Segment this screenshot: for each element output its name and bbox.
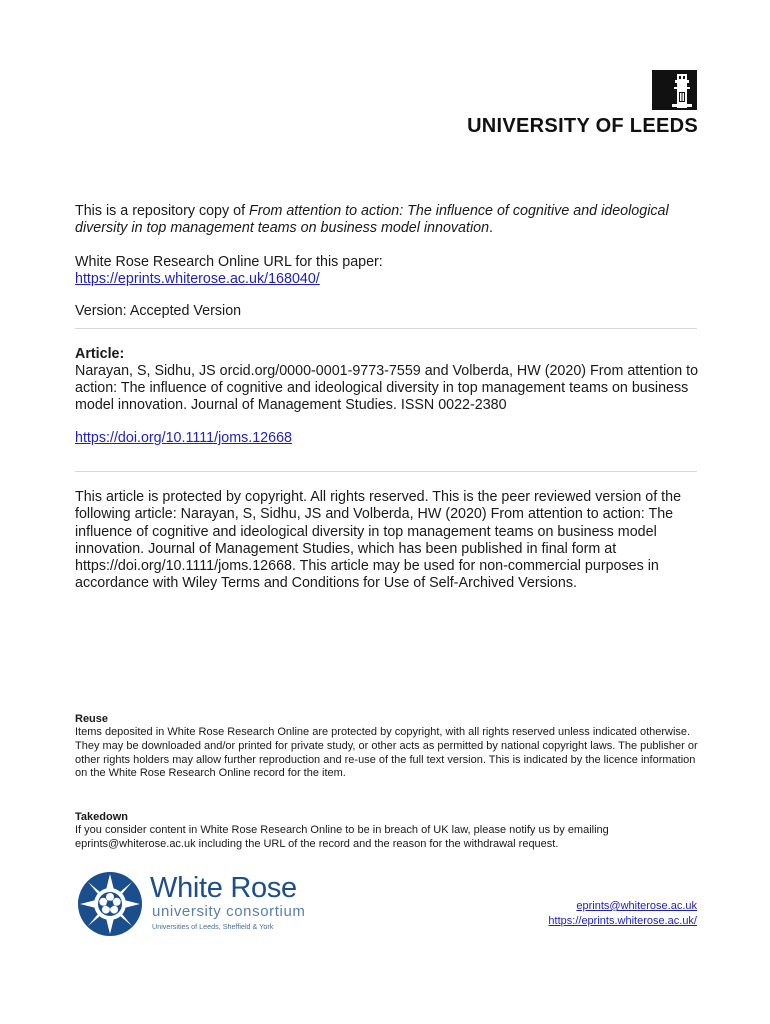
divider	[75, 471, 697, 472]
university-name: UNIVERSITY OF LEEDS	[467, 115, 698, 137]
white-rose-universities: Universities of Leeds, Sheffield & York	[152, 922, 274, 931]
reuse-text: Items deposited in White Rose Research Online are protected by copyright, with all rights reserved unless indicated otherwise. They may be downloaded and/or printed for private study, or other acts as permitted by national copyright laws. The publisher or other rights holders may allow further reproduction and re-use of the full text version. This is indicated by the licence information on the White Rose Research Online record for the item.	[75, 726, 698, 780]
article-citation: Narayan, S, Sidhu, JS orcid.org/0000-0001-9773-7559 and Volberda, HW (2020) From attention to action: The influence of cognitive and ideological diversity in top management teams on business model innovation. Journal of Management Studies. ISSN 0022-2380	[75, 363, 699, 413]
doi-link[interactable]: https://doi.org/10.1111/joms.12668	[75, 430, 292, 446]
reuse-heading: Reuse	[75, 713, 109, 725]
repository-intro	[75, 203, 700, 237]
contact-email-link[interactable]: eprints@whiterose.ac.uk	[576, 900, 697, 912]
copyright-statement: This article is protected by copyright. All rights reserved. This is the peer reviewed version of the following article: Narayan, S, Sidhu, JS and Volberda, HW (2020) From attention to action: The influence of cognitive and ideological diversity in top management teams on business model innovation. Journal of Management Studies, which has been published in final form at https://doi.org/10.1111/joms.12668. This article may be used for non-commercial purposes in accordance with Wiley Terms and Conditions for Use of Self-Archived Versions.	[75, 489, 682, 592]
paper-url-link[interactable]: https://eprints.whiterose.ac.uk/168040/	[75, 271, 320, 287]
takedown-heading: Takedown	[75, 811, 128, 823]
takedown-text: If you consider content in White Rose Research Online to be in breach of UK law, please notify us by emailing eprints@whiterose.ac.uk including the URL of the record and the reason for the withdrawal request.	[75, 824, 609, 850]
white-rose-title: White Rose	[150, 872, 297, 904]
article-heading: Article:	[75, 346, 125, 362]
intro-prefix: This is a repository copy of	[75, 203, 250, 219]
divider	[75, 328, 697, 329]
version-text: Version: Accepted Version	[75, 303, 242, 319]
intro-suffix: .	[489, 220, 494, 236]
contact-site-link[interactable]: https://eprints.whiterose.ac.uk/	[548, 915, 697, 927]
white-rose-emblem-icon	[76, 870, 144, 938]
url-label: White Rose Research Online URL for this paper:	[75, 254, 383, 270]
paper-title: From attention to action: The influence of cognitive and ideological diversity in top management teams on business model innovation	[75, 203, 669, 236]
parkinson-tower-icon	[652, 70, 697, 110]
white-rose-subtitle: university consortium	[152, 903, 306, 920]
